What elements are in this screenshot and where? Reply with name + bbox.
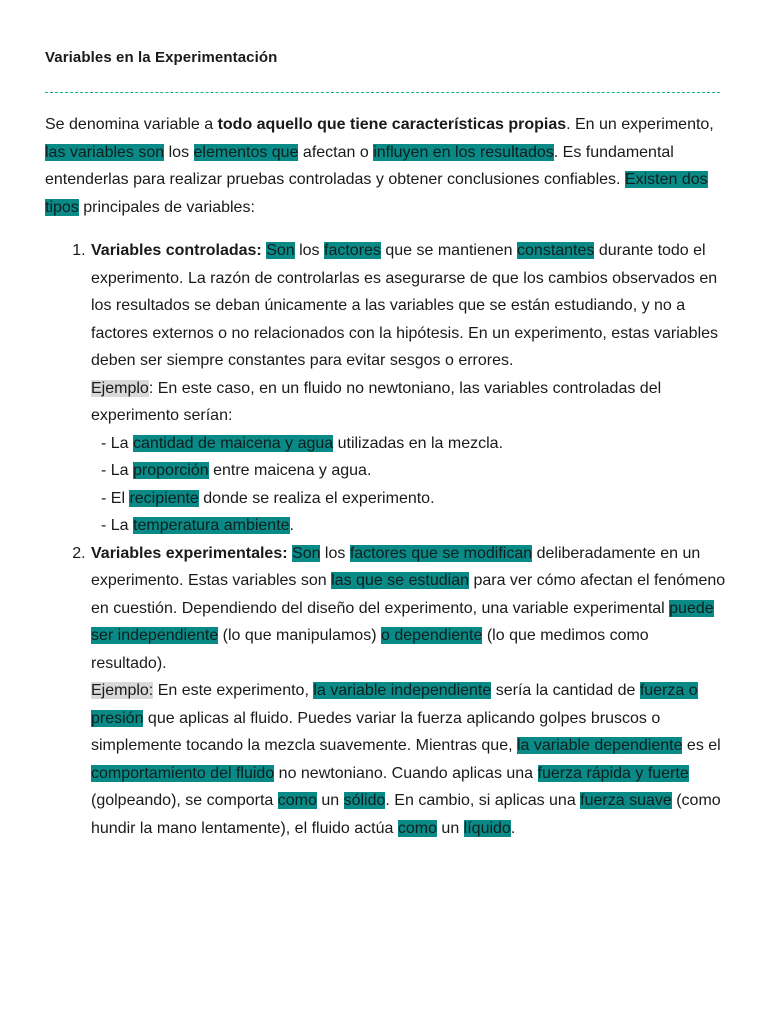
highlight: sólido [343, 792, 386, 809]
item-text: los [320, 544, 350, 562]
highlight: influyen en los resultados [373, 143, 554, 161]
intro-text: . Es fundamental entenderlas para realizar pruebas controladas y obtener conclusiones confiables. [45, 143, 674, 188]
intro-paragraph [45, 111, 725, 221]
example-text: un [436, 819, 464, 837]
highlight: factores [324, 242, 381, 259]
highlight: fuerza suave [580, 792, 672, 809]
list-item-experimentales [90, 540, 726, 843]
highlight: las que se estudian [331, 572, 469, 589]
example-text: (como hundir la mano lentamente), el fluido actúa [91, 792, 721, 837]
sub-item-text: . [289, 517, 294, 534]
item-text: deliberadamente en un experimento. Estas variables son [91, 544, 701, 589]
highlight: Existen dos tipos [45, 171, 708, 216]
item-heading: Variables experimentales: [91, 544, 288, 562]
highlight: constantes [517, 242, 595, 259]
item-text: (lo que manipulamos) [218, 627, 381, 644]
sub-item-text: - La [101, 517, 134, 534]
intro-text: principales de variables: [78, 198, 255, 216]
sub-item-text: utilizadas en la mezcla. [333, 434, 504, 452]
example-text: no newtoniano. Cuando aplicas una [274, 764, 538, 782]
dashed-divider [45, 92, 720, 93]
item-text: (lo que medimos como resultado). [91, 627, 649, 672]
highlight: temperatura ambiente [133, 517, 290, 534]
example-text: un [316, 792, 344, 809]
example-text: sería la cantidad de [491, 682, 640, 699]
item-text: que se mantienen [380, 242, 518, 259]
sub-list-item [91, 512, 726, 540]
example-label: Ejemplo: [91, 682, 154, 699]
sub-item-text: donde se realiza el experimento. [198, 489, 435, 507]
item-text: los [294, 242, 324, 259]
document-page [45, 46, 725, 842]
sub-item-text: - El [101, 489, 130, 507]
highlight: proporción [133, 462, 209, 479]
highlight: la variable independiente [313, 682, 492, 699]
example-text: En este experimento, [153, 682, 314, 699]
page-title: Variables en la Experimentación [45, 49, 278, 66]
sub-item-text: - La [101, 462, 134, 479]
intro-bold: todo aquello que tiene características propias [217, 116, 567, 133]
example-text: (golpeando), se comporta [91, 792, 278, 809]
highlight: recipiente [129, 489, 199, 507]
highlight: elementos que [193, 143, 299, 161]
highlight: fuerza rápida y fuerte [537, 764, 689, 782]
highlight: factores que se modifican [349, 544, 533, 562]
highlight: cantidad de maicena y agua [133, 434, 334, 452]
highlight: como [397, 819, 437, 837]
item-text: para ver cómo afectan el fenómeno en cuestión. Dependiendo del diseño del experimento, una variable experimental [91, 572, 726, 617]
example-label: Ejemplo [91, 379, 149, 397]
highlight: las variables son [45, 143, 165, 161]
list-item-controladas [90, 237, 726, 540]
highlight: como [277, 792, 317, 809]
example-text: que aplicas al fluido. Puedes variar la fuerza aplicando golpes bruscos o simplemente tocando la mezcla suavemente. Mientras que, [91, 709, 661, 754]
item-heading: Variables controladas: [91, 242, 262, 259]
highlight: o dependiente [380, 627, 483, 644]
highlight: fuerza o presión [91, 682, 698, 727]
highlight: Son [292, 544, 321, 562]
highlight: puede ser independiente [91, 599, 714, 644]
example-text: . En cambio, si aplicas una [385, 792, 581, 809]
example-text: . [510, 819, 516, 837]
intro-text: . En un experimento, [566, 116, 714, 133]
sub-list-item [91, 457, 726, 485]
sub-item-text: entre maicena y agua. [208, 462, 372, 479]
highlight: Son [266, 242, 295, 259]
variable-types-list [45, 237, 725, 842]
highlight: líquido [463, 819, 511, 837]
intro-text: los [164, 143, 194, 161]
intro-text: afectan o [298, 143, 374, 161]
highlight: comportamiento del fluido [91, 764, 275, 782]
sub-item-text: - La [101, 434, 134, 452]
sub-list-item [91, 430, 726, 458]
sub-list-item [91, 485, 726, 513]
highlight: la variable dependiente [517, 737, 683, 754]
example-text: : En este caso, en un fluido no newtoniano, las variables controladas del experimento serían: [91, 379, 662, 424]
example-text: es el [682, 737, 721, 754]
item-text: durante todo el experimento. La razón de controlarlas es asegurarse de que los cambios observados en los resultados se deban únicamente a las variables que se están estudiando, y no a factores externos o no relacionados con la hipótesis. En un experimento, estas variables deben ser siempre constantes para evitar sesgos o errores. [91, 242, 719, 369]
intro-text: Se denomina variable a [45, 116, 218, 133]
